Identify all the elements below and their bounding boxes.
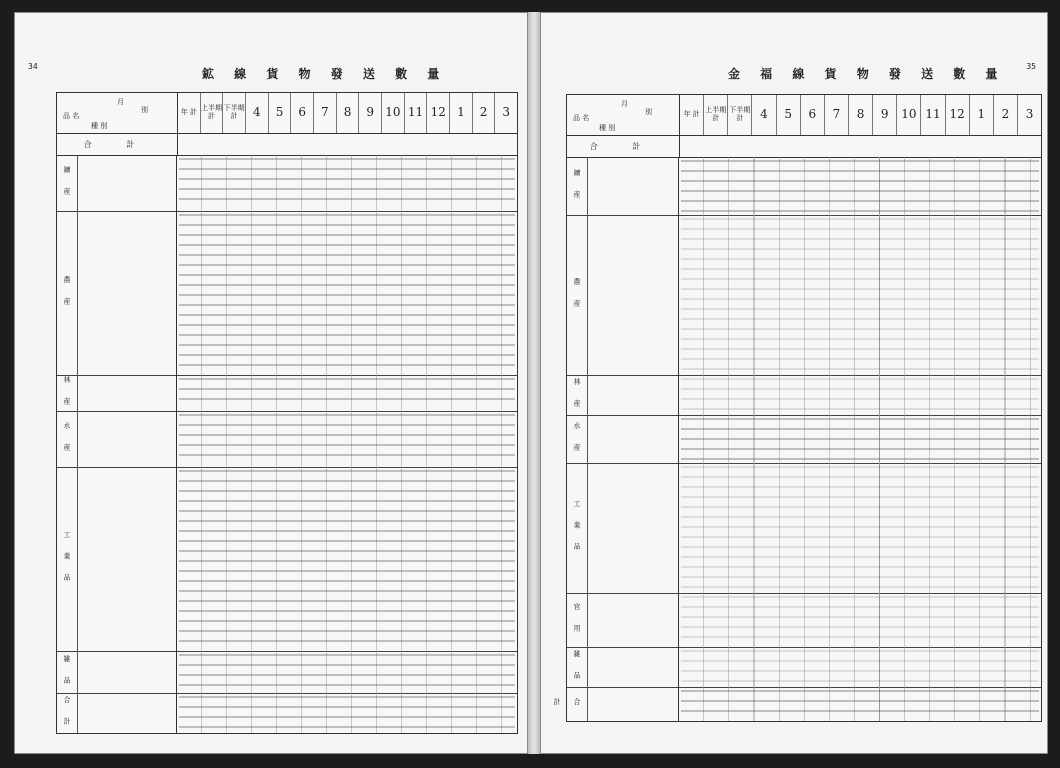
col-annual: 年 計 bbox=[680, 95, 704, 135]
section-items bbox=[77, 375, 177, 411]
table-body bbox=[57, 155, 517, 733]
left-page-title: 鉱 線 貨 物 發 送 數 量 bbox=[202, 67, 448, 81]
col-first-half: 上半期 計 bbox=[704, 95, 728, 135]
section-items bbox=[587, 593, 679, 647]
col-month: 9 bbox=[359, 93, 382, 133]
col-month: 9 bbox=[873, 95, 897, 135]
col-month: 5 bbox=[777, 95, 801, 135]
section-industrial bbox=[567, 463, 1041, 594]
section-misc bbox=[567, 647, 1041, 688]
section-label: 官 用 bbox=[567, 593, 588, 647]
section-items bbox=[587, 375, 679, 415]
section-mining bbox=[57, 155, 517, 212]
right-page bbox=[540, 12, 1048, 754]
section-mining bbox=[567, 157, 1041, 216]
section-grid bbox=[679, 157, 1041, 215]
corner-by: 別 bbox=[645, 108, 652, 116]
section-label: 水 産 bbox=[567, 415, 588, 463]
section-grid bbox=[177, 211, 517, 375]
section-industrial bbox=[57, 467, 517, 652]
section-agriculture bbox=[57, 211, 517, 376]
col-month: 2 bbox=[473, 93, 496, 133]
section-label: 農 産 bbox=[57, 211, 78, 375]
col-month: 10 bbox=[897, 95, 921, 135]
right-page-number: 35 bbox=[1026, 62, 1036, 71]
section-items bbox=[77, 211, 177, 375]
section-total bbox=[57, 693, 517, 733]
col-month: 11 bbox=[405, 93, 428, 133]
section-items bbox=[77, 651, 177, 693]
section-label: 工 業 品 bbox=[567, 463, 588, 593]
col-month: 1 bbox=[970, 95, 994, 135]
section-marine bbox=[57, 411, 517, 468]
col-second-half: 下半期 計 bbox=[223, 93, 246, 133]
section-agriculture bbox=[567, 215, 1041, 376]
col-month: 7 bbox=[825, 95, 849, 135]
section-total bbox=[553, 687, 1041, 721]
left-page-number: 34 bbox=[28, 62, 38, 71]
section-government bbox=[567, 593, 1041, 648]
section-label: 林 産 bbox=[567, 375, 588, 415]
col-second-half: 下半期 計 bbox=[728, 95, 752, 135]
section-label: 鑛 産 bbox=[567, 157, 588, 215]
col-month: 6 bbox=[291, 93, 314, 133]
col-month: 3 bbox=[502, 105, 511, 120]
section-items bbox=[587, 463, 679, 593]
col-month: 6 bbox=[801, 95, 825, 135]
section-grid bbox=[177, 693, 517, 733]
col-month: 10 bbox=[382, 93, 405, 133]
left-freight-table bbox=[56, 92, 518, 734]
section-label: 工 業 品 bbox=[57, 467, 78, 651]
section-label: 合 計 bbox=[567, 687, 588, 721]
section-items bbox=[587, 415, 679, 463]
section-grid bbox=[177, 467, 517, 651]
corner-item: 品 名 bbox=[573, 114, 590, 122]
corner-type: 種 別 bbox=[599, 124, 616, 132]
header-corner bbox=[57, 93, 178, 133]
section-items bbox=[587, 687, 679, 721]
table-header bbox=[567, 95, 1041, 136]
corner-month: 月 bbox=[117, 98, 124, 106]
section-label: 雑 品 bbox=[567, 647, 588, 687]
section-label: 鑛 産 bbox=[57, 155, 78, 211]
corner-by: 別 bbox=[141, 106, 148, 114]
col-first-half: 上半期 計 bbox=[201, 93, 224, 133]
section-items bbox=[587, 157, 679, 215]
col-month: 8 bbox=[849, 95, 873, 135]
section-marine bbox=[567, 415, 1041, 464]
col-month: 1 bbox=[450, 93, 473, 133]
section-label: 農 産 bbox=[567, 215, 588, 375]
col-month: 8 bbox=[337, 93, 360, 133]
section-grid bbox=[177, 651, 517, 693]
section-label: 合 計 bbox=[57, 693, 78, 733]
section-label: 雑 品 bbox=[57, 651, 78, 693]
left-page bbox=[14, 12, 528, 754]
section-forestry bbox=[57, 375, 517, 412]
header-corner bbox=[567, 95, 680, 135]
section-items bbox=[77, 693, 177, 733]
section-grid bbox=[177, 411, 517, 467]
section-grid bbox=[679, 375, 1041, 415]
section-forestry bbox=[567, 375, 1041, 416]
section-grid bbox=[679, 593, 1041, 647]
section-items bbox=[77, 155, 177, 211]
section-misc bbox=[57, 651, 517, 694]
right-page-title: 金 福 線 貨 物 發 送 數 量 bbox=[728, 67, 1006, 81]
col-month: 7 bbox=[314, 93, 337, 133]
right-freight-table bbox=[553, 94, 1042, 722]
table-body bbox=[553, 157, 1041, 721]
grand-total-row bbox=[567, 135, 1041, 158]
section-grid bbox=[679, 647, 1041, 687]
grand-total-label: 合 計 bbox=[57, 133, 178, 155]
grand-total-label: 合 計 bbox=[567, 135, 680, 157]
col-month: 11 bbox=[921, 95, 945, 135]
section-items bbox=[77, 411, 177, 467]
grand-total-row bbox=[57, 133, 517, 156]
col-month: 12 bbox=[946, 95, 970, 135]
table-header bbox=[57, 93, 517, 134]
section-items bbox=[587, 215, 679, 375]
section-grid bbox=[679, 687, 1041, 721]
col-month: 12 bbox=[427, 93, 450, 133]
col-month: 2 bbox=[994, 95, 1018, 135]
corner-month: 月 bbox=[621, 100, 628, 108]
section-label: 水 産 bbox=[57, 411, 78, 467]
col-month: 4 bbox=[246, 93, 269, 133]
corner-item: 品 名 bbox=[63, 112, 80, 120]
section-items bbox=[77, 467, 177, 651]
section-grid bbox=[177, 155, 517, 211]
col-month: 5 bbox=[269, 93, 292, 133]
book-gutter bbox=[528, 12, 540, 754]
section-items bbox=[587, 647, 679, 687]
section-grid bbox=[679, 463, 1041, 593]
corner-type: 種 別 bbox=[91, 122, 108, 130]
section-grid bbox=[177, 375, 517, 411]
section-grid bbox=[679, 415, 1041, 463]
col-annual: 年 計 bbox=[178, 93, 201, 133]
col-month: 4 bbox=[752, 95, 776, 135]
section-grid bbox=[679, 215, 1041, 375]
col-month: 3 bbox=[1025, 107, 1034, 122]
section-label: 林 産 bbox=[57, 375, 78, 411]
